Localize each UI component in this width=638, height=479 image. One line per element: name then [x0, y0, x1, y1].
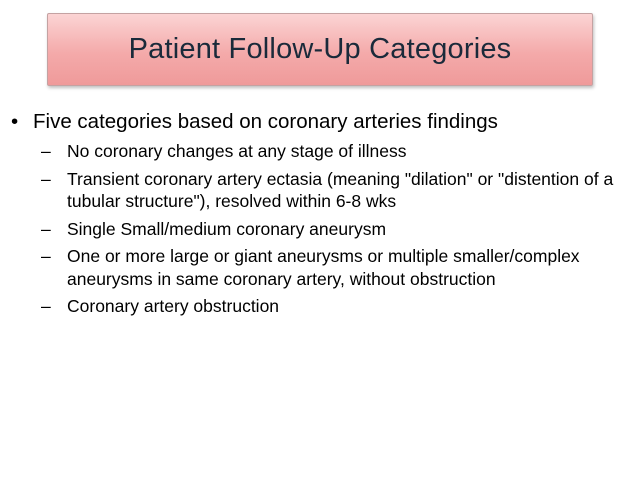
dash-marker: –: [41, 246, 51, 266]
dash-marker: –: [41, 168, 51, 189]
main-bullet: [11, 108, 631, 135]
sub-bullet-item: [41, 245, 631, 290]
bullet-marker: •: [11, 110, 19, 133]
sub-bullet-item: [41, 140, 631, 163]
sub-bullet-item: [41, 168, 631, 213]
sub-bullet-item: [41, 218, 631, 241]
slide-title: Patient Follow-Up Categories: [128, 33, 512, 65]
main-bullet-text: Five categories based on coronary arteries findings: [33, 110, 498, 133]
sub-bullet-text: Single Small/medium coronary aneurysm: [67, 218, 387, 239]
dash-marker: –: [41, 296, 51, 316]
sub-bullet-text: Coronary artery obstruction: [67, 296, 280, 316]
dash-marker: –: [41, 218, 51, 239]
dash-marker: –: [41, 141, 51, 161]
sub-bullet-text: One or more large or giant aneurysms or multiple smaller/complex aneurysms in same coronary artery, without obstruction: [67, 246, 580, 289]
sub-bullet-text: Transient coronary artery ectasia (meaning "dilation" or "distention of a tubular structure"), resolved within 6-8 wks: [67, 168, 614, 211]
sub-bullet-item: [41, 295, 631, 318]
sub-bullet-text: No coronary changes at any stage of illness: [67, 141, 407, 161]
content-area: [11, 108, 631, 323]
title-box: [47, 13, 593, 86]
sub-bullet-list: [41, 140, 631, 318]
